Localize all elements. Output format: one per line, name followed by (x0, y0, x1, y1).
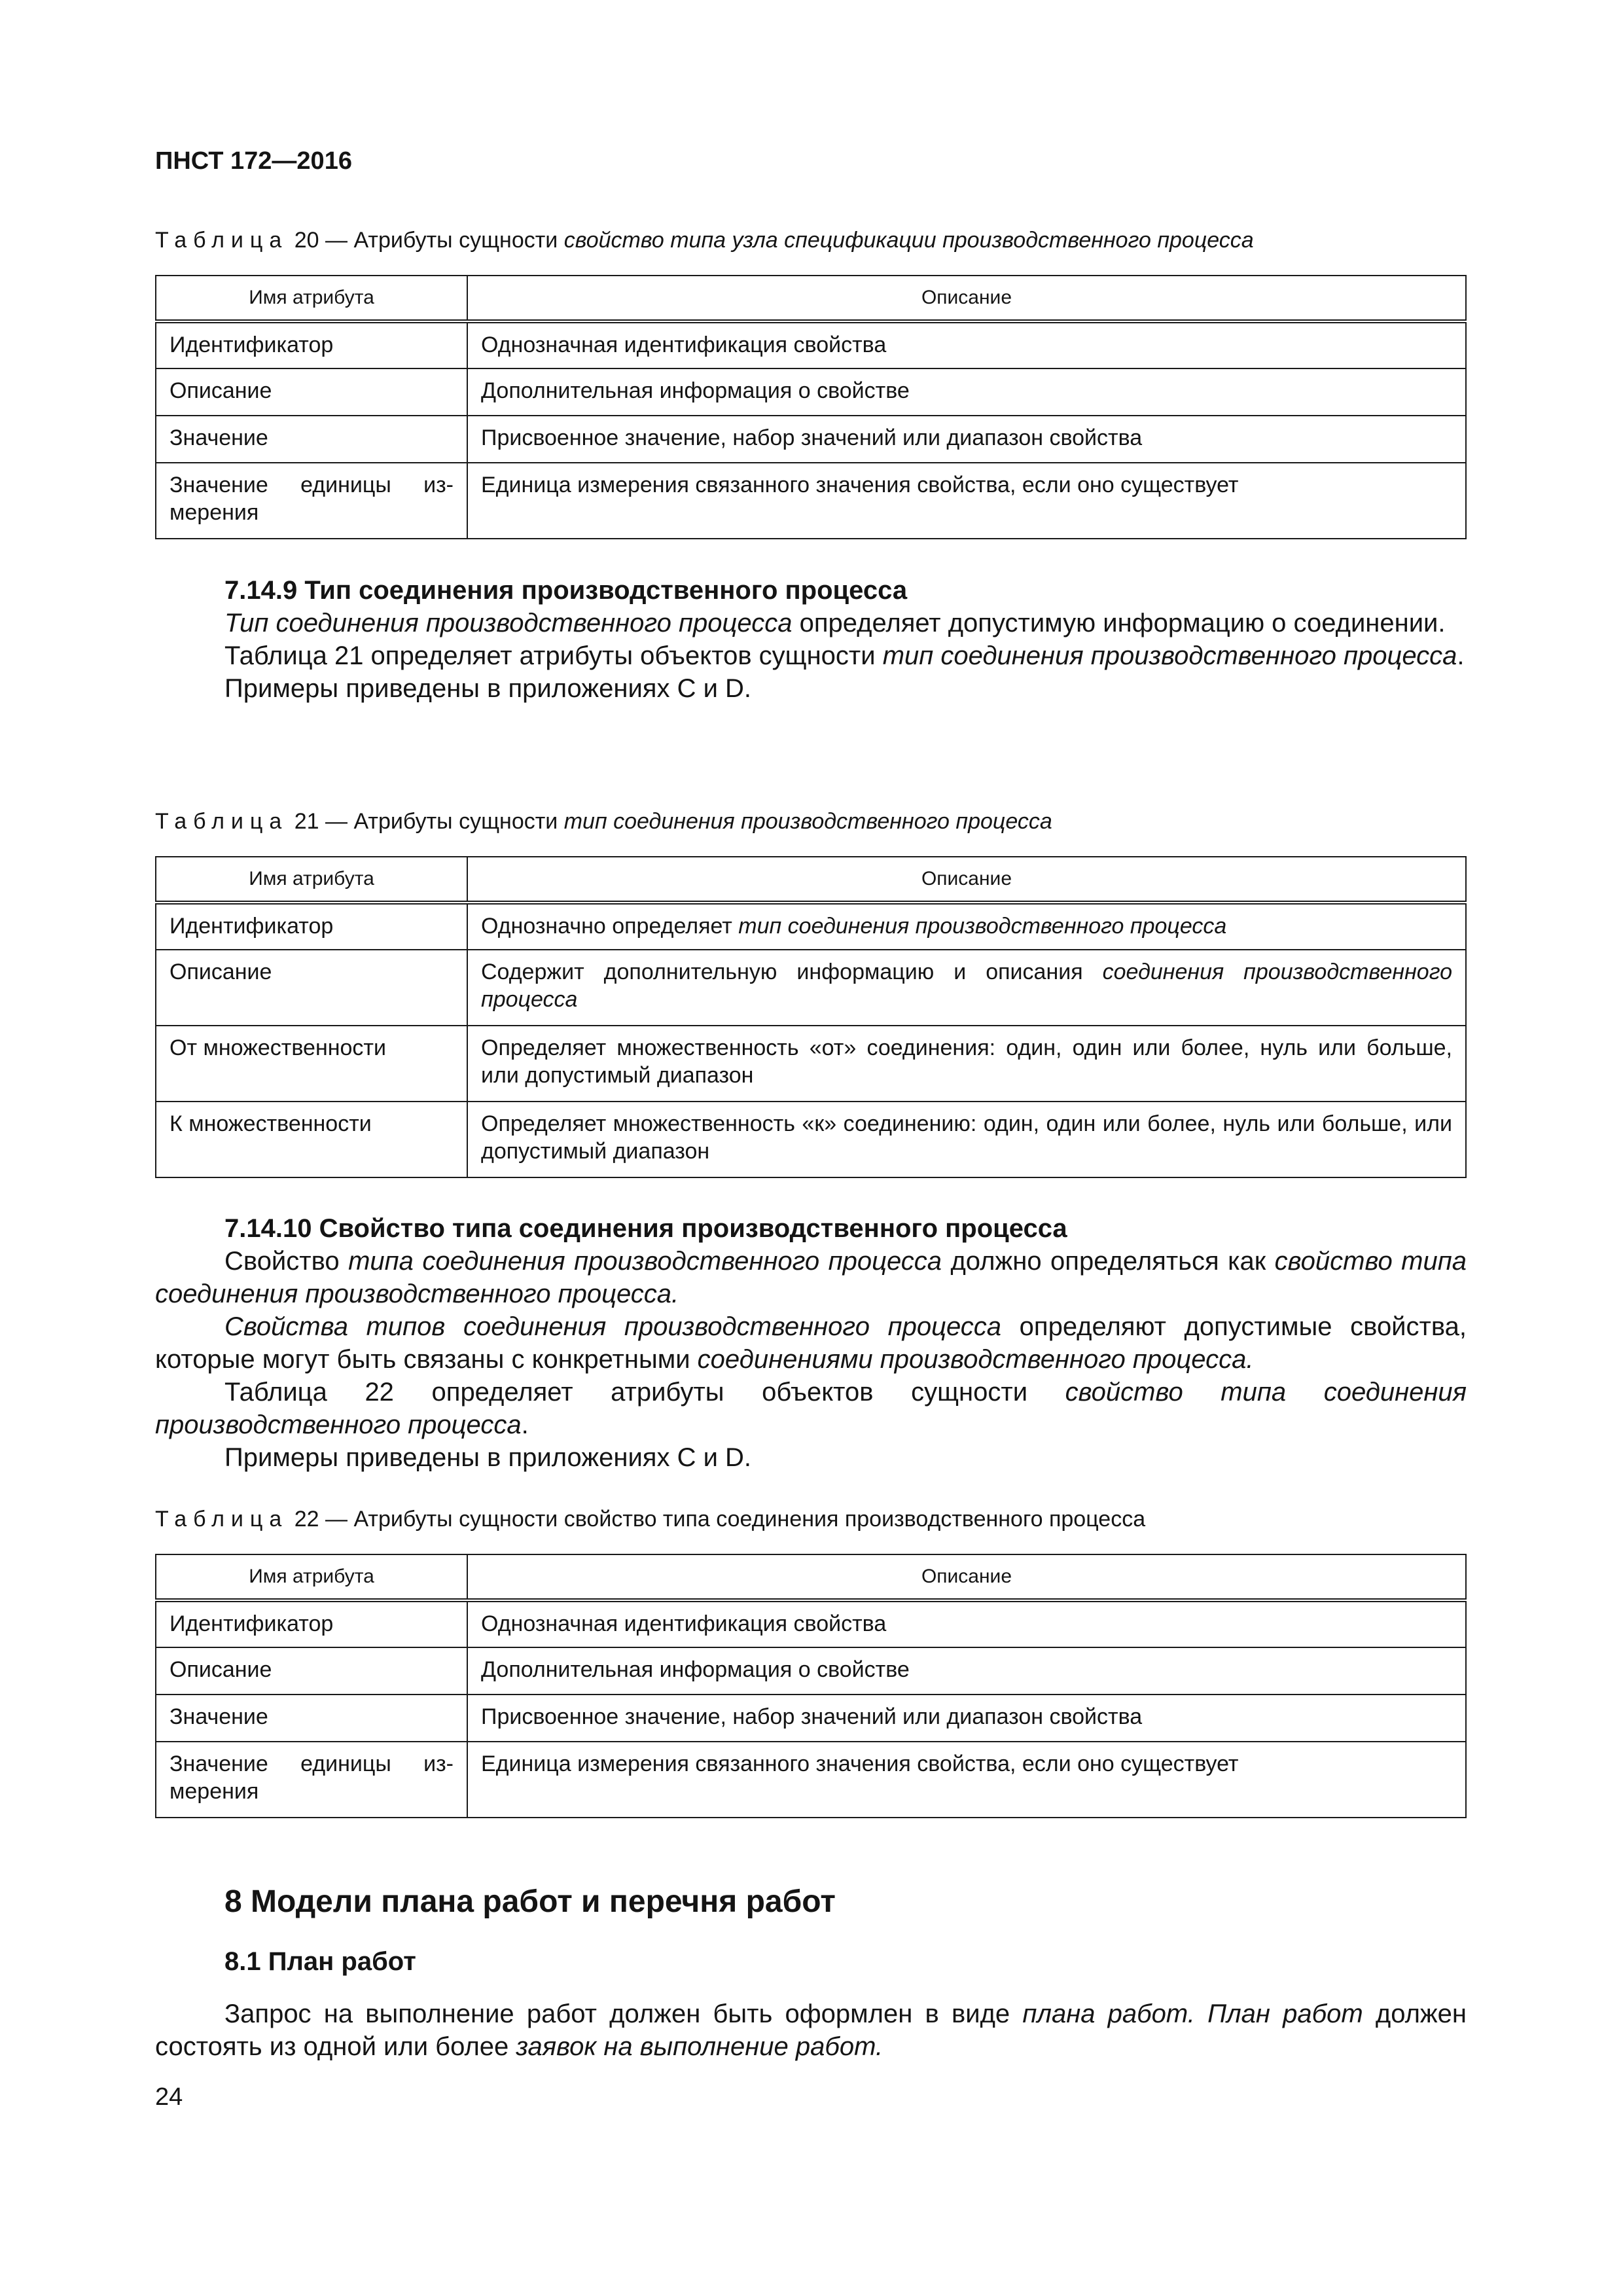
term: типа соединения производственного процесса (348, 1247, 942, 1276)
table-row (156, 416, 1466, 463)
attribute-description: Присвоенное значение, набор значений или диапазон свойства (467, 416, 1466, 463)
text: Свойство (224, 1247, 349, 1276)
attribute-description (467, 903, 1466, 950)
caption-label: Таблица (155, 228, 289, 253)
term: Тип соединения производственного процесса (224, 609, 793, 637)
paragraph (155, 1310, 1467, 1376)
table-row (156, 1695, 1466, 1742)
column-header-attribute: Имя атрибута (156, 1554, 467, 1600)
term: Свойства типов соединения производственного процесса (224, 1312, 1002, 1341)
table-21 (155, 856, 1467, 1178)
term: свойство типа соединения производственного процесса. (155, 1247, 1467, 1308)
text: определяет допустимую информацию о соединении. (792, 609, 1446, 637)
table-row (156, 1026, 1466, 1102)
table-row (156, 463, 1466, 539)
table-header-row (156, 1554, 1466, 1600)
attribute-name: Описание (156, 1647, 467, 1695)
table-22 (155, 1554, 1467, 1818)
table-20-caption (155, 228, 1254, 253)
attribute-name: Значение (156, 416, 467, 463)
attribute-name: К множественности (156, 1102, 467, 1177)
table-row (156, 1102, 1466, 1177)
attribute-description: Определяет множественность «к» соединению: один, один или более, нуль или больше, или допустимый диапазон (467, 1102, 1466, 1177)
attribute-name: Описание (156, 368, 467, 416)
table-row (156, 368, 1466, 416)
term: тип соединения производственного процесса (738, 914, 1227, 939)
attribute-name: Идентификатор (156, 1600, 467, 1647)
column-header-description: Описание (467, 276, 1466, 321)
paragraph (155, 639, 1467, 672)
attribute-description: Однозначная идентификация свойства (467, 1600, 1466, 1647)
term: свойство типа соединения производственного процесса (155, 1378, 1467, 1439)
column-header-attribute: Имя атрибута (156, 857, 467, 903)
table-header-row (156, 857, 1466, 903)
attribute-description: Дополнительная информация о свойстве (467, 1647, 1466, 1695)
attribute-description: Единица измерения связанного значения свойства, если оно существует (467, 1742, 1466, 1818)
column-header-description: Описание (467, 857, 1466, 903)
attribute-description: Единица измерения связанного значения свойства, если оно существует (467, 463, 1466, 539)
section-8-1-heading: 8.1 План работ (224, 1947, 416, 1976)
standard-designation: ПНСТ 172—2016 (155, 147, 352, 175)
table-row (156, 1600, 1466, 1647)
term: заявок на выполнение работ. (516, 2032, 883, 2061)
table-row (156, 950, 1466, 1026)
column-header-description: Описание (467, 1554, 1466, 1600)
section-8-1-body (155, 1998, 1467, 2063)
text: Таблица 21 определяет атрибуты объектов сущности (224, 641, 883, 670)
text: Содержит дополнительную информацию и описания (481, 960, 1103, 984)
table-row (156, 903, 1466, 950)
attribute-name: От множественности (156, 1026, 467, 1102)
attribute-name: Значение (156, 1695, 467, 1742)
attribute-description: Определяет множественность «от» соединения: один, один или более, нуль или больше, или допустимый диапазон (467, 1026, 1466, 1102)
paragraph: Примеры приведены в приложениях С и D. (224, 674, 752, 703)
table-header-row (156, 276, 1466, 321)
attribute-description (467, 950, 1466, 1026)
section-8-heading: 8 Модели плана работ и перечня работ (224, 1884, 836, 1919)
attribute-name: Идентификатор (156, 321, 467, 368)
paragraph (155, 607, 1467, 639)
attribute-name: Описание (156, 950, 467, 1026)
attribute-description: Дополнительная информация о свойстве (467, 368, 1466, 416)
table-row (156, 1647, 1466, 1695)
text: . (521, 1410, 529, 1439)
caption-label: Таблица (155, 1507, 289, 1532)
attribute-description: Присвоенное значение, набор значений или диапазон свойства (467, 1695, 1466, 1742)
table-row (156, 321, 1466, 368)
text: Таблица 22 определяет атрибуты объектов сущности (224, 1378, 1065, 1407)
attribute-name: Значение единицы из-мерения (156, 463, 467, 539)
section-heading: 7.14.9 Тип соединения производственного процесса (224, 576, 908, 605)
caption-entity: тип соединения производственного процесса (563, 809, 1052, 834)
table-20 (155, 275, 1467, 539)
caption-label: Таблица (155, 809, 289, 834)
table-row (156, 1742, 1466, 1818)
caption-entity: свойство типа узла спецификации производственного процесса (563, 228, 1254, 253)
paragraph: Примеры приведены в приложениях С и D. (224, 1443, 752, 1472)
page-number: 24 (155, 2083, 183, 2111)
paragraph (155, 1998, 1467, 2063)
term: плана работ. План работ (1022, 2000, 1363, 2028)
term: соединениями производственного процесса. (697, 1345, 1254, 1374)
text: определяют допустимые свойства, которые могут быть связаны с конкретными (155, 1312, 1467, 1374)
term: тип соединения производственного процесса (882, 641, 1457, 670)
section-7-14-9 (155, 574, 1467, 705)
paragraph (155, 1245, 1467, 1310)
table-21-caption (155, 809, 1052, 834)
term: соединения производственного процесса (481, 960, 1452, 1012)
attribute-description: Однозначная идентификация свойства (467, 321, 1466, 368)
section-heading: 7.14.10 Свойство типа соединения производственного процесса (224, 1214, 1067, 1243)
table-22-caption (155, 1507, 1145, 1532)
text: должно определяться как (942, 1247, 1275, 1276)
text: Запрос на выполнение работ должен быть оформлен в виде (224, 2000, 1023, 2028)
column-header-attribute: Имя атрибута (156, 276, 467, 321)
caption-text: 22 — Атрибуты сущности свойство типа соединения производственного процесса (294, 1507, 1146, 1532)
text: Однозначно определяет (481, 914, 739, 939)
attribute-name: Идентификатор (156, 903, 467, 950)
caption-number: 20 — Атрибуты сущности (294, 228, 564, 253)
paragraph (155, 1376, 1467, 1441)
caption-number: 21 — Атрибуты сущности (294, 809, 564, 834)
text: . (1457, 641, 1465, 670)
section-7-14-10 (155, 1212, 1467, 1474)
text: должен состоять из одной или более (155, 2000, 1467, 2061)
attribute-name: Значение единицы из-мерения (156, 1742, 467, 1818)
